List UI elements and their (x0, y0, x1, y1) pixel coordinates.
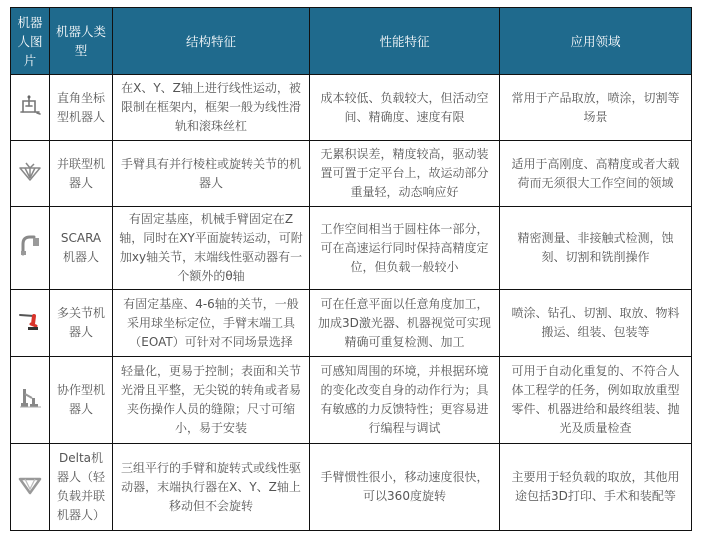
header-application: 应用领域 (500, 8, 692, 75)
robot-type: SCARA机器人 (50, 207, 113, 290)
table-row (11, 141, 692, 207)
application-field: 喷涂、钻孔、切割、取放、物料搬运、组装、包装等 (500, 290, 692, 357)
application-field: 精密测量、非接触式检测，蚀刻、切割和铣削操作 (500, 207, 692, 290)
structure-feature: 手臂具有并行棱柱或旋转关节的机器人 (113, 141, 310, 207)
application-field: 可用于自动化重复的、不符合人体工程学的任务，例如取放重型零件、机器进给和最终组装、抛光及质量检查 (500, 357, 692, 444)
robot-image-cell (11, 141, 50, 207)
robot-types-table (10, 7, 692, 531)
delta-robot-icon (17, 471, 43, 497)
robot-image-cell (11, 207, 50, 290)
structure-feature: 在X、Y、Z轴上进行线性运动，被限制在框架内，框架一般为线性滑轨和滚珠丝杠 (113, 75, 310, 141)
application-field: 主要用于轻负载的取放，其他用途包括3D打印、手术和装配等 (500, 444, 692, 531)
robot-image-cell (11, 444, 50, 531)
performance-feature: 可在任意平面以任意角度加工，加成3D激光器、机器视觉可实现精确可重复检测、加工 (310, 290, 500, 357)
header-structure: 结构特征 (113, 8, 310, 75)
performance-feature: 可感知周围的环境，并根据环境的变化改变自身的动作行为；具有敏感的力反馈特性；更容易进行编程与调试 (310, 357, 500, 444)
robot-image-cell (11, 357, 50, 444)
robot-image-cell (11, 290, 50, 357)
performance-feature: 工作空间相当于圆柱体一部分，可在高速运行同时保持高精度定位，但负载一般较小 (310, 207, 500, 290)
scara-robot-icon (17, 232, 43, 258)
table-row (11, 207, 692, 290)
articulated-robot-icon (17, 307, 43, 333)
robot-image-cell (11, 75, 50, 141)
structure-feature: 有固定基座，机械手臂固定在Z轴，同时在XY平面旋转运动，可附加xy轴关节，末端线性驱动器有一个额外的θ轴 (113, 207, 310, 290)
table-row (11, 444, 692, 531)
performance-feature: 手臂惯性很小，移动速度很快，可以360度旋转 (310, 444, 500, 531)
robot-type: 协作型机器人 (50, 357, 113, 444)
header-performance: 性能特征 (310, 8, 500, 75)
header-robot-type: 机器人类型 (50, 8, 113, 75)
structure-feature: 轻量化，更易于控制；表面和关节光滑且平整，无尖锐的转角或者易夹伤操作人员的缝隙；尺寸可缩小，易于安装 (113, 357, 310, 444)
table-row (11, 75, 692, 141)
robot-type: Delta机器人（轻负载并联机器人） (50, 444, 113, 531)
collaborative-robot-icon (17, 384, 43, 410)
structure-feature: 有固定基座、4-6轴的关节，一般采用球坐标定位，手臂末端工具（EOAT）可针对不同场景选择 (113, 290, 310, 357)
robot-type: 并联型机器人 (50, 141, 113, 207)
structure-feature: 三组平行的手臂和旋转式或线性驱动器，末端执行器在X、Y、Z轴上移动但不会旋转 (113, 444, 310, 531)
application-field: 适用于高刚度、高精度或者大载荷而无须很大工作空间的领域 (500, 141, 692, 207)
cartesian-robot-icon (17, 92, 43, 118)
robot-type: 多关节机器人 (50, 290, 113, 357)
performance-feature: 无累积误差，精度较高，驱动装置可置于定平台上，故运动部分重量轻，动态响应好 (310, 141, 500, 207)
performance-feature: 成本较低、负载较大，但活动空间、精确度、速度有限 (310, 75, 500, 141)
table-row (11, 290, 692, 357)
application-field: 常用于产品取放，喷涂，切割等场景 (500, 75, 692, 141)
parallel-robot-icon (17, 158, 43, 184)
header-robot-image: 机器人图片 (11, 8, 50, 75)
robot-type: 直角坐标型机器人 (50, 75, 113, 141)
header-row (11, 8, 692, 75)
table-row (11, 357, 692, 444)
